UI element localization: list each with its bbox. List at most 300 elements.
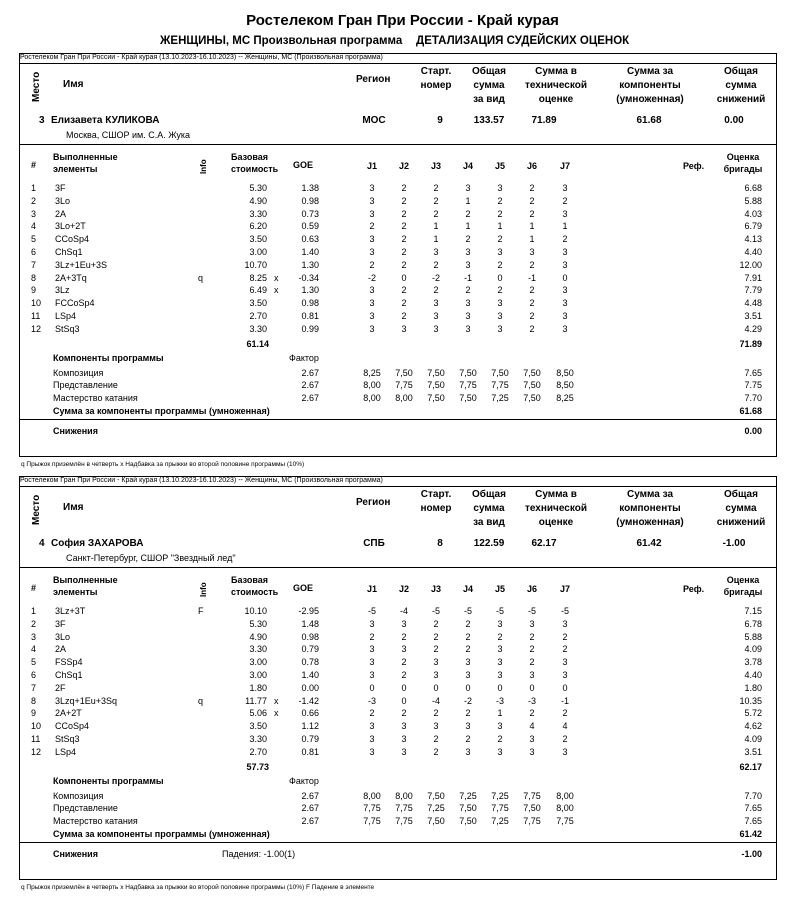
element-judge-3: 2 <box>433 734 439 744</box>
element-judge-1: 2 <box>369 631 375 642</box>
element-panel-score: 3.78 <box>744 657 762 668</box>
element-goe: 0.81 <box>301 746 319 757</box>
component-judge-5: 7,75 <box>491 380 509 391</box>
element-goe: 0.81 <box>301 311 319 321</box>
element-judge-6: 3 <box>529 734 535 744</box>
element-name: 2F <box>55 682 66 693</box>
element-judge-5: 2 <box>497 631 503 642</box>
element-judge-5: 0 <box>497 682 503 693</box>
component-judge-5: 7,50 <box>491 367 509 378</box>
element-panel-score: 7.79 <box>744 285 762 296</box>
element-base-value: 3.30 <box>249 208 267 219</box>
component-judge-1: 8,00 <box>363 790 381 801</box>
element-judge-6: 2 <box>529 195 535 206</box>
component-judge-1: 7,75 <box>363 803 381 814</box>
element-goe: 0.78 <box>301 657 319 668</box>
element-judge-4: 3 <box>465 746 471 757</box>
element-number: 2 <box>31 618 37 629</box>
element-panel-score: 3.51 <box>744 311 762 321</box>
component-score: 7.65 <box>744 367 762 378</box>
element-judge-2: 2 <box>401 311 407 321</box>
element-judge-3: 3 <box>433 657 439 668</box>
component-name: Композиция <box>53 790 104 801</box>
element-judge-5: 3 <box>497 746 503 757</box>
components-header: Компоненты программы <box>53 775 164 786</box>
column-header-number: # <box>31 160 37 170</box>
element-goe: 0.59 <box>301 221 319 232</box>
factor-header: Фактор <box>289 775 319 786</box>
element-goe: 0.99 <box>301 323 319 334</box>
column-header-referee: Реф. <box>683 161 705 171</box>
element-goe: 0.63 <box>301 234 319 245</box>
element-judge-3: 1 <box>433 234 439 245</box>
element-goe: 1.30 <box>301 259 319 270</box>
element-panel-score: 4.03 <box>744 208 762 219</box>
element-judge-2: 0 <box>401 695 407 706</box>
component-factor: 2.67 <box>301 367 319 378</box>
element-judge-1: 3 <box>369 247 375 257</box>
component-judge-2: 7,50 <box>395 367 413 378</box>
pcs-total-label: Сумма за компоненты программы (умноженная) <box>53 406 270 416</box>
tes-total: 71.89 <box>739 338 762 349</box>
element-judge-5: 2 <box>497 734 503 744</box>
element-base-value: 4.90 <box>249 195 267 206</box>
column-header-judge-6: J6 <box>526 161 537 171</box>
element-judge-5: 2 <box>497 259 503 270</box>
column-header-pcs: Сумма за компоненты (умноженная) <box>616 66 684 105</box>
skater-deductions: 0.00 <box>724 115 744 126</box>
element-base-value: 4.90 <box>249 631 267 642</box>
element-judge-4: -2 <box>463 695 472 706</box>
element-judge-1: 3 <box>369 234 375 245</box>
element-panel-score: 4.09 <box>744 734 762 744</box>
element-judge-1: 2 <box>369 708 375 719</box>
element-name: ChSq1 <box>55 247 83 257</box>
element-name: 3Lz+1Eu+3S <box>55 259 108 270</box>
column-header-judge-3: J3 <box>430 584 441 594</box>
component-judge-1: 7,75 <box>363 816 381 827</box>
element-panel-score: 4.40 <box>744 670 762 680</box>
element-number: 6 <box>31 247 37 257</box>
element-panel-score: 7.91 <box>744 272 762 283</box>
element-judge-3: 3 <box>433 670 439 680</box>
element-goe: 1.48 <box>301 618 319 629</box>
column-header-number: # <box>31 583 37 593</box>
page-subtitle-category: ЖЕНЩИНЫ, МС Произвольная программа <box>160 35 403 47</box>
element-name: 2A <box>55 644 67 655</box>
element-base-value: 3.30 <box>249 734 267 744</box>
element-judge-1: 3 <box>369 285 375 296</box>
element-name: StSq3 <box>55 734 80 744</box>
element-name: 2A+2T <box>55 708 82 719</box>
component-name: Мастерство катания <box>53 816 138 827</box>
element-goe: 0.66 <box>301 708 319 719</box>
column-header-start: Старт. номер <box>420 489 452 514</box>
element-name: 3Lz+3T <box>55 606 86 616</box>
element-judge-4: 3 <box>465 323 471 334</box>
element-base-value: 3.30 <box>249 323 267 334</box>
column-header-name: Имя <box>63 79 84 90</box>
element-judge-7: 0 <box>562 272 568 283</box>
element-name: StSq3 <box>55 323 80 334</box>
column-header-goe: GOE <box>293 583 314 593</box>
component-score: 7.70 <box>744 790 762 801</box>
element-number: 9 <box>31 708 37 719</box>
element-judge-4: 3 <box>465 721 471 732</box>
element-number: 8 <box>31 695 37 706</box>
element-judge-6: 2 <box>529 644 535 655</box>
element-judge-5: 0 <box>497 272 503 283</box>
column-header-judge-5: J5 <box>494 584 505 594</box>
element-judge-4: 2 <box>465 285 471 296</box>
legend-footnote: q Прыжок приземлён в четверть x Надбавка за прыжки во второй половине программы (10%) F Падение в элементе <box>21 884 375 891</box>
component-judge-4: 7,75 <box>459 380 477 391</box>
skater-total-score: 122.59 <box>473 538 505 549</box>
element-name: LSp4 <box>55 746 77 757</box>
component-name: Композиция <box>53 367 104 378</box>
tes-total: 62.17 <box>739 761 762 772</box>
element-judge-2: 2 <box>401 670 407 680</box>
element-judge-2: 3 <box>401 734 407 744</box>
base-value-total: 61.14 <box>246 338 269 349</box>
column-header-total: Общая сумма за вид <box>472 489 506 528</box>
element-panel-score: 1.80 <box>744 682 762 693</box>
element-judge-7: 3 <box>562 746 568 757</box>
element-judge-2: 3 <box>401 746 407 757</box>
element-judge-5: 2 <box>497 208 503 219</box>
column-header-judge-2: J2 <box>398 161 409 171</box>
element-judge-5: -3 <box>495 695 504 706</box>
element-bonus-mark: x <box>274 708 279 719</box>
element-base-value: 3.00 <box>249 247 267 257</box>
element-name: 3Lo <box>55 631 71 642</box>
element-judge-2: 2 <box>401 208 407 219</box>
element-judge-6: -3 <box>527 695 536 706</box>
element-judge-4: 2 <box>465 631 471 642</box>
element-base-value: 5.06 <box>249 708 267 719</box>
element-number: 4 <box>31 644 37 655</box>
deductions-label: Снижения <box>53 426 98 436</box>
element-judge-2: 3 <box>401 644 407 655</box>
element-judge-5: 3 <box>497 657 503 668</box>
element-panel-score: 5.88 <box>744 631 762 642</box>
section-divider <box>19 144 777 145</box>
element-judge-2: 2 <box>401 708 407 719</box>
column-header-deductions: Общая сумма снижений <box>716 66 766 105</box>
element-judge-5: 3 <box>497 247 503 257</box>
deductions-label: Снижения <box>53 849 98 859</box>
skater-tes: 71.89 <box>531 115 557 126</box>
element-judge-3: 2 <box>433 183 439 193</box>
skater-name: София ЗАХАРОВА <box>51 538 144 549</box>
element-name: FSSp4 <box>55 657 83 668</box>
skater-pcs: 61.68 <box>636 115 662 126</box>
element-judge-3: 2 <box>433 644 439 655</box>
element-judge-5: 1 <box>497 708 503 719</box>
element-judge-3: -5 <box>431 606 440 616</box>
element-base-value: 3.50 <box>249 234 267 245</box>
element-base-value: 3.50 <box>249 721 267 732</box>
element-judge-7: 3 <box>562 298 568 309</box>
element-judge-7: 3 <box>562 657 568 668</box>
event-line-rule <box>19 486 777 487</box>
element-bonus-mark: x <box>274 272 279 283</box>
element-judge-7: 2 <box>562 708 568 719</box>
element-judge-4: 1 <box>465 195 471 206</box>
element-judge-6: 2 <box>529 285 535 296</box>
element-base-value: 3.50 <box>249 298 267 309</box>
element-judge-4: 3 <box>465 657 471 668</box>
component-judge-6: 7,75 <box>523 816 541 827</box>
pcs-total: 61.42 <box>739 829 762 839</box>
element-judge-2: 2 <box>401 631 407 642</box>
components-header: Компоненты программы <box>53 352 164 363</box>
element-judge-1: 3 <box>369 644 375 655</box>
element-panel-score: 5.72 <box>744 708 762 719</box>
element-panel-score: 12.00 <box>739 259 762 270</box>
element-judge-5: -5 <box>495 606 504 616</box>
element-judge-6: 3 <box>529 670 535 680</box>
element-goe: 1.40 <box>301 670 319 680</box>
element-judge-4: 1 <box>465 221 471 232</box>
component-judge-3: 7,25 <box>427 803 445 814</box>
element-base-value: 5.30 <box>249 618 267 629</box>
component-factor: 2.67 <box>301 803 319 814</box>
element-judge-5: 2 <box>497 195 503 206</box>
element-name: 3Lz <box>55 285 70 296</box>
legend-footnote: q Прыжок приземлён в четверть x Надбавка за прыжки во второй половине программы (10%) <box>21 461 305 468</box>
element-judge-1: 3 <box>369 734 375 744</box>
element-judge-1: 3 <box>369 746 375 757</box>
column-header-place: Место <box>31 494 42 525</box>
element-judge-3: 2 <box>433 631 439 642</box>
element-judge-1: -2 <box>367 272 376 283</box>
component-judge-3: 7,50 <box>427 816 445 827</box>
element-number: 1 <box>31 606 37 616</box>
element-base-value: 6.49 <box>249 285 267 296</box>
component-judge-4: 7,50 <box>459 816 477 827</box>
element-judge-6: 1 <box>529 234 535 245</box>
section-divider <box>19 567 777 568</box>
element-judge-1: 3 <box>369 618 375 629</box>
element-panel-score: 6.68 <box>744 183 762 193</box>
element-judge-6: 2 <box>529 323 535 334</box>
column-header-info: Info <box>199 159 208 174</box>
column-header-base-value: Базовая стоимость <box>231 575 279 597</box>
element-judge-7: 2 <box>562 195 568 206</box>
element-name: 3F <box>55 183 66 193</box>
skater-place: 3 <box>39 115 45 126</box>
skater-region: СПБ <box>363 538 385 549</box>
component-judge-6: 7,50 <box>523 393 541 404</box>
element-judge-5: 2 <box>497 285 503 296</box>
component-judge-2: 8,00 <box>395 790 413 801</box>
element-panel-score: 5.88 <box>744 195 762 206</box>
element-goe: 0.98 <box>301 298 319 309</box>
element-judge-4: 3 <box>465 670 471 680</box>
element-judge-1: 2 <box>369 221 375 232</box>
event-line: Ростелеком Гран При России - Край курая (13.10.2023-16.10.2023) -- Женщины, МС (Произвольная программа) <box>20 54 383 61</box>
component-judge-6: 7,50 <box>523 803 541 814</box>
element-judge-4: 0 <box>465 682 471 693</box>
element-judge-5: 3 <box>497 721 503 732</box>
component-judge-1: 8,00 <box>363 393 381 404</box>
deductions-total: -1.00 <box>741 849 762 859</box>
element-base-value: 2.70 <box>249 311 267 321</box>
element-goe: 0.98 <box>301 631 319 642</box>
element-judge-3: 3 <box>433 247 439 257</box>
skater-start-number: 8 <box>437 538 443 549</box>
element-judge-6: 2 <box>529 183 535 193</box>
element-panel-score: 3.51 <box>744 746 762 757</box>
skater-deductions: -1.00 <box>722 538 746 549</box>
element-judge-2: 2 <box>401 298 407 309</box>
component-factor: 2.67 <box>301 393 319 404</box>
page-subtitle-report: ДЕТАЛИЗАЦИЯ СУДЕЙСКИХ ОЦЕНОК <box>416 35 630 47</box>
element-number: 10 <box>31 721 42 732</box>
element-number: 10 <box>31 298 42 309</box>
skater-start-number: 9 <box>437 115 443 126</box>
element-goe: 1.40 <box>301 247 319 257</box>
element-info: q <box>198 695 204 706</box>
element-judge-6: 2 <box>529 657 535 668</box>
element-goe: 0.79 <box>301 734 319 744</box>
skater-total-score: 133.57 <box>473 115 505 126</box>
component-judge-3: 7,50 <box>427 393 445 404</box>
element-judge-3: 1 <box>433 221 439 232</box>
element-base-value: 3.00 <box>249 670 267 680</box>
element-judge-7: 2 <box>562 734 568 744</box>
element-panel-score: 6.78 <box>744 618 762 629</box>
element-judge-2: 3 <box>401 323 407 334</box>
element-judge-3: 2 <box>433 708 439 719</box>
element-panel-score: 4.62 <box>744 721 762 732</box>
column-header-tes: Сумма в технической оценке <box>524 66 587 105</box>
element-judge-5: 2 <box>497 234 503 245</box>
element-panel-score: 4.29 <box>744 323 762 334</box>
component-name: Представление <box>53 380 118 391</box>
base-value-total: 57.73 <box>246 761 269 772</box>
element-judge-1: -3 <box>367 695 376 706</box>
element-judge-3: -2 <box>431 272 440 283</box>
component-judge-6: 7,50 <box>523 380 541 391</box>
element-goe: 1.12 <box>301 721 319 732</box>
element-judge-6: 0 <box>529 682 535 693</box>
element-judge-2: 2 <box>401 657 407 668</box>
element-judge-2: 2 <box>401 234 407 245</box>
element-name: ChSq1 <box>55 670 83 680</box>
component-name: Представление <box>53 803 118 814</box>
element-panel-score: 4.40 <box>744 247 762 257</box>
element-panel-score: 10.35 <box>739 695 762 706</box>
element-judge-4: 2 <box>465 208 471 219</box>
element-base-value: 6.20 <box>249 221 267 232</box>
element-judge-1: 3 <box>369 298 375 309</box>
element-judge-1: 3 <box>369 323 375 334</box>
element-panel-score: 7.15 <box>744 606 762 616</box>
element-number: 8 <box>31 272 37 283</box>
element-base-value: 5.30 <box>249 183 267 193</box>
component-judge-4: 7,50 <box>459 393 477 404</box>
element-judge-3: 2 <box>433 208 439 219</box>
element-judge-3: 3 <box>433 298 439 309</box>
page-title: Ростелеком Гран При России - Край курая <box>246 12 559 29</box>
element-judge-2: 2 <box>401 195 407 206</box>
component-judge-5: 7,25 <box>491 790 509 801</box>
component-judge-7: 7,75 <box>556 816 574 827</box>
element-goe: -1.42 <box>298 695 319 706</box>
column-header-judge-1: J1 <box>366 584 377 594</box>
deductions-divider <box>19 419 777 420</box>
element-judge-1: -5 <box>367 606 376 616</box>
element-panel-score: 4.13 <box>744 234 762 245</box>
component-judge-1: 8,25 <box>363 367 381 378</box>
element-name: CCoSp4 <box>55 234 90 245</box>
column-header-base-value: Базовая стоимость <box>231 152 279 174</box>
component-judge-2: 7,75 <box>395 803 413 814</box>
event-line: Ростелеком Гран При России - Край курая (13.10.2023-16.10.2023) -- Женщины, МС (Произвольная программа) <box>20 477 383 484</box>
element-number: 3 <box>31 631 37 642</box>
factor-header: Фактор <box>289 352 319 363</box>
component-judge-7: 8,50 <box>556 367 574 378</box>
element-goe: 0.73 <box>301 208 319 219</box>
skater-region: МОС <box>362 115 386 126</box>
column-header-pcs: Сумма за компоненты (умноженная) <box>616 489 684 528</box>
component-judge-6: 7,75 <box>523 790 541 801</box>
event-line-rule <box>19 63 777 64</box>
element-judge-7: 3 <box>562 323 568 334</box>
element-judge-7: 3 <box>562 285 568 296</box>
column-header-judge-1: J1 <box>366 161 377 171</box>
element-number: 12 <box>31 746 42 757</box>
element-judge-6: 2 <box>529 631 535 642</box>
element-judge-4: 3 <box>465 259 471 270</box>
element-judge-7: 3 <box>562 670 568 680</box>
skater-name: Елизавета КУЛИКОВА <box>51 115 160 126</box>
element-judge-2: 3 <box>401 618 407 629</box>
pcs-total-label: Сумма за компоненты программы (умноженная) <box>53 829 270 839</box>
element-judge-1: 3 <box>369 721 375 732</box>
pcs-total: 61.68 <box>739 406 762 416</box>
element-judge-5: 3 <box>497 670 503 680</box>
element-name: FCCoSp4 <box>55 298 95 309</box>
element-name: LSp4 <box>55 311 77 321</box>
element-name: 3Lzq+1Eu+3Sq <box>55 695 118 706</box>
element-judge-3: 3 <box>433 721 439 732</box>
element-judge-3: 2 <box>433 746 439 757</box>
column-header-referee: Реф. <box>683 584 705 594</box>
element-judge-2: 2 <box>401 221 407 232</box>
element-judge-4: -1 <box>463 272 472 283</box>
element-base-value: 2.70 <box>249 746 267 757</box>
element-base-value: 10.70 <box>244 259 267 270</box>
element-goe: 1.30 <box>301 285 319 296</box>
column-header-region: Регион <box>356 497 391 508</box>
element-bonus-mark: x <box>274 695 279 706</box>
element-judge-6: 3 <box>529 247 535 257</box>
component-judge-2: 7,75 <box>395 816 413 827</box>
deductions-divider <box>19 842 777 843</box>
skater-pcs: 61.42 <box>636 538 662 549</box>
element-judge-6: 2 <box>529 259 535 270</box>
element-judge-3: 3 <box>433 311 439 321</box>
element-judge-7: 3 <box>562 247 568 257</box>
column-header-judge-5: J5 <box>494 161 505 171</box>
element-judge-2: 2 <box>401 259 407 270</box>
column-header-region: Регион <box>356 74 391 85</box>
element-number: 3 <box>31 208 37 219</box>
element-judge-2: 3 <box>401 721 407 732</box>
